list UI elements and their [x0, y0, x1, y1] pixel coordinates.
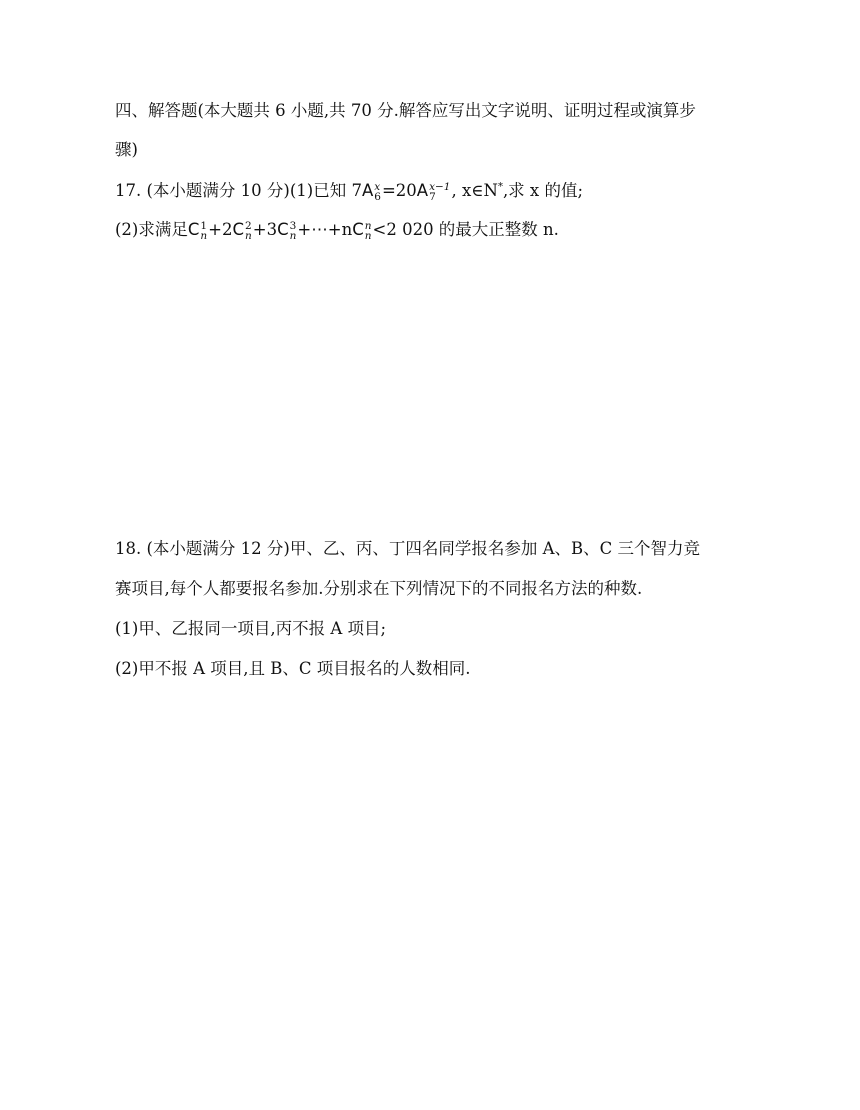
a-symbol-2: A [416, 181, 429, 200]
c2-superscript: 2 [245, 219, 252, 232]
a2-indices [429, 182, 450, 202]
c4-indices [365, 221, 372, 241]
term4-coef: +⋯+n [297, 220, 353, 239]
q18-line-2: 赛项目,每个人都要报名参加.分别求在下列情况下的不同报名方法的种数. [115, 579, 643, 598]
term3-coef: +3 [252, 220, 278, 239]
c3-superscript: 3 [289, 219, 297, 232]
c-symbol-3: C [277, 220, 289, 239]
q17-domain-text: , x∈N [451, 181, 498, 200]
q17-part-1 [115, 180, 583, 202]
q18-line-4: (2)甲不报 A 项目,且 B、C 项目报名的人数相同. [115, 659, 471, 678]
c-symbol-2: C [232, 220, 245, 239]
section-title-line-1: 四、解答题(本大题共 6 小题,共 70 分.解答应写出文字说明、证明过程或演算步 [115, 101, 696, 120]
a2-superscript: x−1 [429, 180, 451, 193]
c2-subscript: n [245, 229, 252, 242]
a1-superscript: x [374, 180, 381, 193]
c-symbol-1: C [187, 220, 200, 239]
q17-p2-suffix: <2 020 的最大正整数 n. [372, 220, 559, 239]
q17-part-2 [115, 219, 559, 241]
a-symbol-1: A [361, 181, 374, 200]
term2-coef: +2 [208, 220, 233, 239]
c3-subscript: n [289, 229, 297, 242]
q17-prefix: 17. (本小题满分 10 分)(1)已知 7 [115, 181, 362, 200]
n-star-superscript: * [497, 181, 503, 193]
a2-subscript: 7 [429, 190, 436, 203]
c-symbol-4: C [352, 220, 364, 239]
section-title-line-2: 骤) [115, 140, 138, 159]
c1-subscript: n [200, 229, 208, 242]
c4-superscript: n [364, 219, 372, 232]
c1-superscript: 1 [200, 219, 208, 232]
q17-p2-prefix: (2)求满足 [115, 220, 188, 239]
c4-subscript: n [364, 229, 372, 242]
q17-ask-text: ,求 x 的值; [502, 181, 584, 200]
c3-indices [290, 221, 297, 241]
c1-indices [200, 221, 207, 241]
a1-subscript: 6 [374, 190, 381, 203]
q18-line-3: (1)甲、乙报同一项目,丙不报 A 项目; [115, 619, 387, 638]
c2-indices [245, 221, 252, 241]
q18-line-1: 18. (本小题满分 12 分)甲、乙、丙、丁四名同学报名参加 A、B、C 三个智力竞 [115, 539, 701, 558]
a1-indices [374, 182, 381, 202]
q17-equals: =20 [381, 181, 417, 200]
